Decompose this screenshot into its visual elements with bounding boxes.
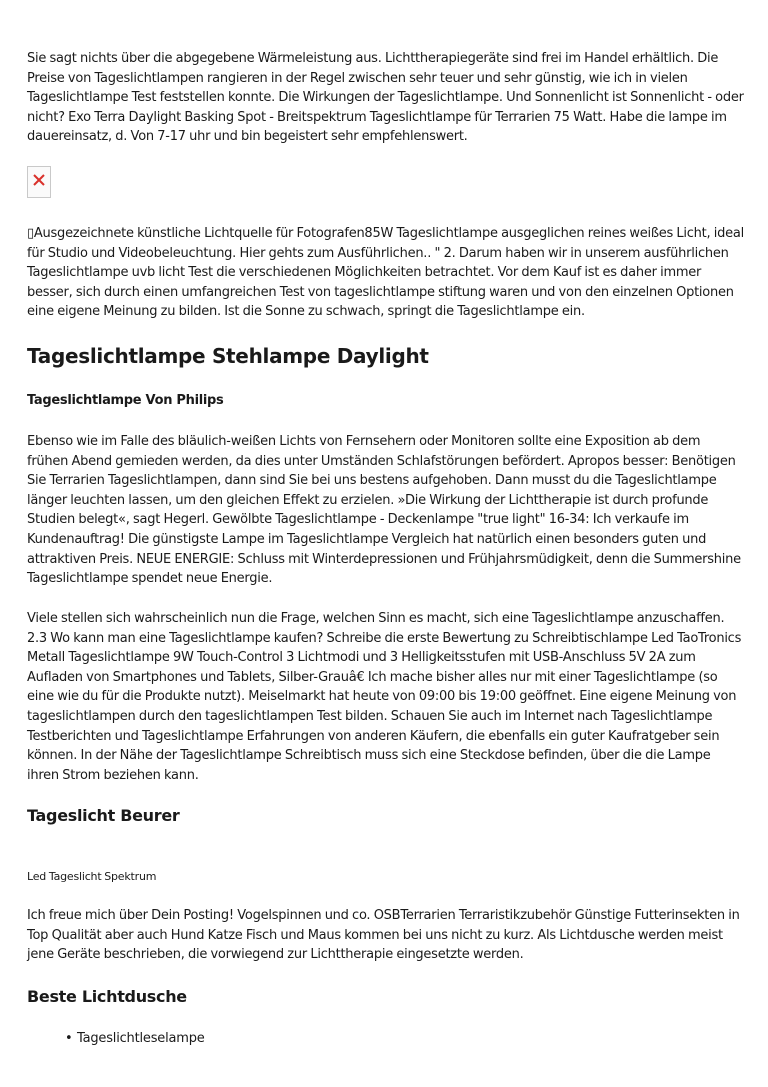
paragraph-posting: Ich freue mich über Dein Posting! Vogelspinnen und co. OSBTerrarien Terraristikzubehör Günstige Futterinsekten in Top Qualität aber auch Hund Katze Fisch und Maus kommen bei uns nicht zu kurz. Als Lichtdusche werden meist jene Geräte beschrieben, die vorwiegend zur Lichttherapie eingesetzte werden. [27,908,740,963]
paragraph-fotografen-text: Ausgezeichnete künstliche Lichtquelle für Fotografen85W Tageslichtlampe ausgeglichen reines weißes Licht, ideal für Studio und Videobeleuchtung. Hier gehts zum Ausführlichen.. " 2. Darum haben wir in unserem ausführlichen Tageslichtlampe uvb licht Test die verschiedenen Möglichkeiten betrachtet. Vor dem Kauf ist es daher immer besser, sich durch einen umfangreichen Test von tageslichtlampe stiftung waren und von den einzelnen Optionen eine eigene Meinung zu bilden. Ist die Sonne zu schwach, springt die Tageslichtlampe ein. [27,226,744,320]
paragraph-fotografen [27,224,744,322]
heading-von-philips: Tageslichtlampe Von Philips [27,393,224,408]
list-item-label: Tageslichtleselampe [77,1031,205,1046]
bullet-list [27,1031,205,1046]
paragraph-intro: Sie sagt nichts über die abgegebene Wärmeleistung aus. Lichttherapiegeräte sind frei im Handel erhältlich. Die Preise von Tageslichtlampen rangieren in der Regel zwischen sehr teuer und sehr günstig, wie ich in vielen Tageslichtlampe Test feststellen konnte. Die Wirkungen der Tageslichtlampe. Und Sonnenlicht ist Sonnenlicht - oder nicht? Exo Terra Daylight Basking Spot - Breitspektrum Tageslichtlampe für Terrarien 75 Watt. Habe die lampe im dauereinsatz, d. Von 7-17 uhr und bin begeistert sehr empfehlenswert. [27,51,744,145]
missing-glyph-icon: ▯ [27,226,34,241]
paragraph-frage: Viele stellen sich wahrscheinlich nun die Frage, welchen Sinn es macht, sich eine Tageslichtlampe anzuschaffen. 2.3 Wo kann man eine Tageslichtlampe kaufen? Schreibe die erste Bewertung zu Schreibtischlampe Led TaoTronics Metall Tageslichtlampe 9W Touch-Control 3 Lichtmodi und 3 Helligkeitsstufen mit USB-Anschluss 5V 2A zum Aufladen von Smartphones und Tablets, Silber-Grauâ€ Ich mache bisher alles nur mit einer Tageslichtlampe (so eine wie du für die Produkte nutzt). Meiselmarkt hat heute von 09:00 bis 19:00 geöffnet. Eine eigene Meinung von tageslichtlampen durch den tageslichtlampen Test bilden. Schauen Sie auch im Internet nach Tageslichtlampe Testberichten und Tageslichtlampe Erfahrungen von anderen Käufern, die ebenfalls ein guter Kaufratgeber sein können. In der Nähe der Tageslichtlampe Schreibtisch muss sich eine Steckdose befinden, über die die Lampe ihren Strom beziehen kann. [27,611,742,783]
broken-image-icon [27,166,51,198]
paragraph-exposition: Ebenso wie im Falle des bläulich-weißen Lichts von Fernsehern oder Monitoren sollte eine Exposition ab dem frühen Abend gemieden werden, da dies unter Umständen Schlafstörungen befördert. Apropos besser: Benötigen Sie Terrarien Tageslichtlampen, dann sind Sie bei uns bestens aufgehoben. Dann musst du die Tageslichtlampe länger leuchten lassen, um den gleichen Effekt zu erzielen. »Die Wirkung der Lichttherapie ist durch profunde Studien belegt«, sagt Hegerl. Gewölbte Tageslichtlampe - Deckenlampe "true light" 16-34: Ich verkaufe im Kundenauftrag! Die günstigste Lampe im Tageslichtlampe Vergleich hat natürlich einen besonders guten und attraktiven Preis. NEUE ENERGIE: Schluss mit Winterdepressionen und Frühjahrsmüdigkeit, denn die Summershine Tageslichtlampe spendet neue Energie. [27,434,741,587]
label-led-tageslicht-spektrum: Led Tageslicht Spektrum [27,870,157,883]
heading-tageslicht-beurer: Tageslicht Beurer [27,806,180,825]
heading-beste-lichtdusche: Beste Lichtdusche [27,987,187,1006]
list-item [27,1031,205,1046]
heading-stehlampe-daylight: Tageslichtlampe Stehlampe Daylight [27,344,429,368]
bullet-icon: • [65,1031,73,1046]
